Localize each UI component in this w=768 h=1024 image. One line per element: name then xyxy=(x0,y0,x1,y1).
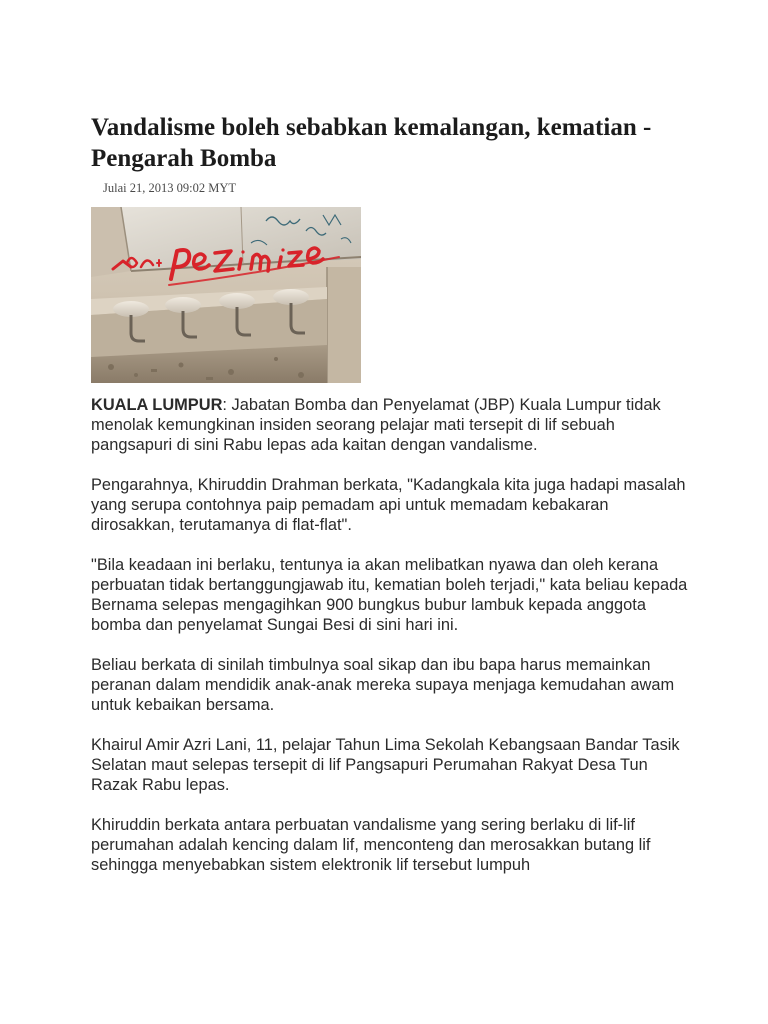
body-paragraph: Khiruddin berkata antara perbuatan vandalisme yang sering berlaku di lif-lif perumahan adalah kencing dalam lif, menconteng dan merosakkan butang lif sehingga menyebabkan sistem elektronik lif tersebut lumpuh xyxy=(91,816,651,874)
location-tag: KUALA LUMPUR xyxy=(91,396,223,414)
article-body xyxy=(91,395,691,895)
lead-paragraph xyxy=(91,395,691,455)
body-paragraph: Pengarahnya, Khiruddin Drahman berkata, "Kadangkala kita juga hadapi masalah yang serupa contohnya paip pemadam api untuk memadam kebakaran dirosakkan, terutamanya di flat-flat". xyxy=(91,476,686,534)
lead-text: : Jabatan Bomba dan Penyelamat (JBP) Kuala Lumpur tidak menolak kemungkinan insiden seorang pelajar mati tersepit di lif sebuah pangsapuri di sini Rabu lepas ada kaitan dengan vandalisme. xyxy=(91,396,661,454)
body-paragraph: Beliau berkata di sinilah timbulnya soal sikap dan ibu bapa harus memainkan peranan dalam mendidik anak-anak mereka supaya menjaga kemudahan awam untuk kebaikan bersama. xyxy=(91,656,675,714)
body-paragraph: Khairul Amir Azri Lani, 11, pelajar Tahun Lima Sekolah Kebangsaan Bandar Tasik Selatan maut selepas tersepit di lif Pangsapuri Perumahan Rakyat Desa Tun Razak Rabu lepas. xyxy=(91,736,680,794)
body-paragraph: "Bila keadaan ini berlaku, tentunya ia akan melibatkan nyawa dan oleh kerana perbuatan tidak bertanggungjawab itu, kematian boleh terjadi," kata beliau kepada Bernama selepas mengagihkan 900 bungkus bubur lambuk kepada anggota bomba dan penyelamat Sungai Besi di sini hari ini. xyxy=(91,556,688,634)
article-headline: Vandalisme boleh sebabkan kemalangan, kematian - Pengarah Bomba xyxy=(91,114,652,172)
vandalised-washroom-photo xyxy=(91,207,361,383)
article-dateline: Julai 21, 2013 09:02 MYT xyxy=(103,181,236,195)
